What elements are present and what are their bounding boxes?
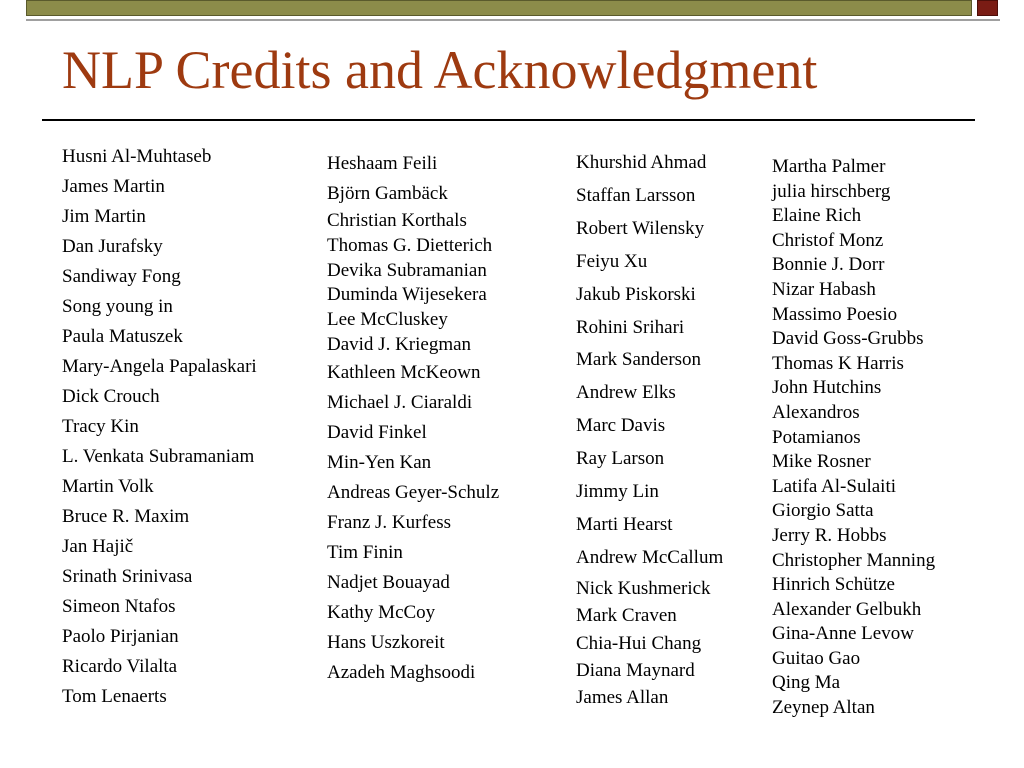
name-item: Diana Maynard [576, 660, 695, 681]
name-item: Qing Ma [772, 672, 841, 694]
name-item: Jimmy Lin [576, 481, 659, 503]
name-item: Ricardo Vilalta [62, 656, 178, 677]
name-item: Kathy McCoy [327, 601, 436, 623]
name-item: Nadjet Bouayad [327, 571, 450, 593]
name-item: Devika Subramanian [327, 259, 487, 281]
name-item: Christian Korthals [327, 210, 467, 231]
name-item: Paolo Pirjanian [62, 626, 179, 647]
name-item: Jakub Piskorski [576, 283, 696, 305]
name-item: L. Venkata Subramaniam [62, 446, 255, 467]
name-item: Elaine Rich [772, 205, 862, 227]
top-bar-line [26, 19, 1000, 21]
name-item: Andrew McCallum [576, 546, 724, 568]
name-item: Alexander Gelbukh [772, 598, 922, 620]
name-item: Khurshid Ahmad [576, 152, 707, 173]
name-item: Martin Volk [62, 476, 154, 497]
name-item: Massimo Poesio [772, 303, 898, 325]
name-item: Nick Kushmerick [576, 577, 711, 599]
name-item: Dan Jurafsky [62, 236, 163, 257]
names-column-4 [772, 155, 935, 721]
top-bar-accent [977, 0, 998, 16]
name-item: David J. Kriegman [327, 333, 472, 355]
name-item: Mary-Angela Papalaskari [62, 356, 257, 377]
name-item: Potamianos [772, 426, 861, 448]
name-item: Nizar Habash [772, 278, 876, 300]
name-item: Srinath Srinivasa [62, 566, 193, 587]
name-item: Dick Crouch [62, 386, 160, 407]
name-item: David Finkel [327, 421, 427, 443]
names-column-3 [576, 147, 723, 712]
name-item: Kathleen McKeown [327, 361, 481, 383]
name-item: Simeon Ntafos [62, 596, 176, 617]
name-item: Zeynep Altan [772, 697, 875, 719]
name-item: Franz J. Kurfess [327, 511, 452, 533]
name-item: Jan Hajič [62, 536, 134, 557]
name-item: James Allan [576, 687, 669, 709]
name-item: Guitao Gao [772, 647, 861, 669]
name-item: Tim Finin [327, 541, 403, 563]
name-item: Tom Lenaerts [62, 686, 167, 707]
slide-title: NLP Credits and Acknowledgment [62, 40, 818, 100]
name-item: Hans Uszkoreit [327, 631, 445, 653]
names-column-1 [62, 142, 257, 712]
name-item: Mark Sanderson [576, 349, 702, 371]
name-item: Alexandros [772, 401, 860, 423]
name-item: Michael J. Ciaraldi [327, 391, 473, 413]
name-item: julia hirschberg [772, 180, 891, 202]
names-column-2 [327, 149, 499, 688]
name-item: Paula Matuszek [62, 326, 183, 347]
top-bar [26, 0, 972, 16]
name-item: Hinrich Schütze [772, 574, 895, 596]
name-item: Marti Hearst [576, 513, 673, 535]
name-item: Ray Larson [576, 448, 665, 470]
title-divider [42, 119, 975, 121]
name-item: Robert Wilensky [576, 217, 705, 239]
name-item: David Goss-Grubbs [772, 328, 924, 350]
name-item: Song young in [62, 296, 173, 317]
name-item: Bonnie J. Dorr [772, 254, 885, 276]
name-item: Mike Rosner [772, 451, 871, 473]
slide-top-decoration [0, 0, 1024, 26]
name-item: Martha Palmer [772, 156, 886, 177]
name-item: James Martin [62, 176, 165, 197]
name-item: Lee McCluskey [327, 309, 448, 330]
name-item: Thomas K Harris [772, 352, 904, 374]
name-item: Heshaam Feili [327, 153, 438, 174]
name-item: Duminda Wijesekera [327, 284, 487, 306]
name-item: Giorgio Satta [772, 500, 874, 522]
name-item: Min-Yen Kan [327, 451, 432, 473]
name-item: Björn Gambäck [327, 183, 448, 204]
name-item: Jerry R. Hobbs [772, 524, 887, 546]
name-item: Christopher Manning [772, 549, 936, 571]
name-item: Christof Monz [772, 229, 884, 251]
name-item: Marc Davis [576, 415, 666, 437]
name-item: Azadeh Maghsoodi [327, 661, 476, 683]
name-item: Chia-Hui Chang [576, 632, 702, 654]
name-item: Bruce R. Maxim [62, 506, 190, 527]
name-item: Feiyu Xu [576, 250, 648, 272]
name-item: Thomas G. Dietterich [327, 234, 493, 256]
name-item: Sandiway Fong [62, 266, 181, 287]
name-item: Andrew Elks [576, 382, 676, 404]
name-item: Latifa Al-Sulaiti [772, 475, 897, 497]
name-item: Staffan Larsson [576, 184, 696, 206]
name-item: Mark Craven [576, 605, 677, 627]
name-item: Gina-Anne Levow [772, 623, 914, 645]
name-item: John Hutchins [772, 377, 882, 399]
name-item: Tracy Kin [62, 416, 139, 437]
name-item: Jim Martin [62, 206, 146, 227]
name-item: Husni Al-Muhtaseb [62, 146, 212, 167]
name-item: Andreas Geyer-Schulz [327, 481, 500, 503]
name-item: Rohini Srihari [576, 316, 685, 338]
